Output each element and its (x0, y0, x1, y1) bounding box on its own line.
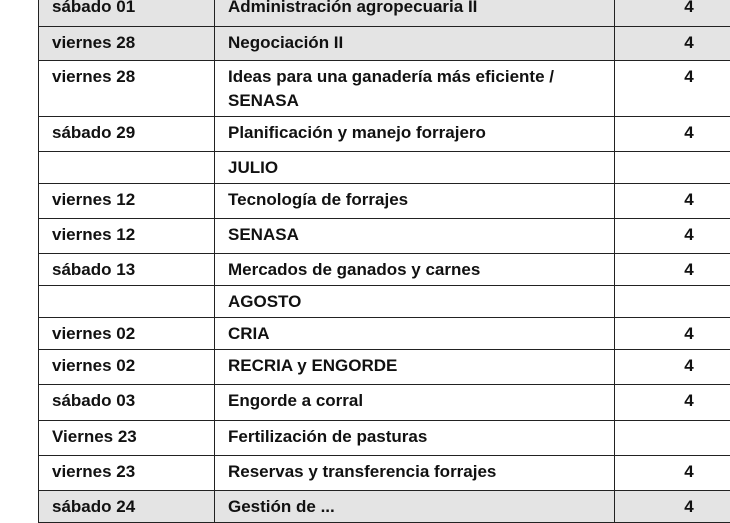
subject-cell: Reservas y transferencia forrajes (215, 456, 615, 491)
table-row (39, 350, 730, 385)
date-cell: viernes 02 (39, 318, 215, 350)
schedule-body (39, 0, 730, 523)
hours-cell: 4 (615, 385, 730, 421)
subject-cell: Administración agropecuaria II (215, 0, 615, 27)
subject-cell: Planificación y manejo forrajero (215, 117, 615, 152)
subject-cell: CRIA (215, 318, 615, 350)
table-row (39, 254, 730, 286)
table-row (39, 0, 730, 27)
hours-cell (615, 286, 730, 318)
subject-cell: Gestión de ... (215, 491, 615, 523)
date-cell: sábado 29 (39, 117, 215, 152)
table-row (39, 27, 730, 61)
date-cell: viernes 23 (39, 456, 215, 491)
date-cell: sábado 13 (39, 254, 215, 286)
date-cell: sábado 24 (39, 491, 215, 523)
date-cell: sábado 01 (39, 0, 215, 27)
table-row (39, 219, 730, 254)
table-row (39, 491, 730, 523)
table-row (39, 318, 730, 350)
hours-cell: 4 (615, 318, 730, 350)
date-cell: Viernes 23 (39, 421, 215, 456)
hours-cell: 4 (615, 456, 730, 491)
hours-cell: 4 (615, 184, 730, 219)
date-cell: viernes 12 (39, 184, 215, 219)
table-row (39, 184, 730, 219)
table-row (39, 385, 730, 421)
table-row (39, 456, 730, 491)
date-cell: viernes 02 (39, 350, 215, 385)
date-cell: sábado 03 (39, 385, 215, 421)
table-row (39, 117, 730, 152)
table-row (39, 421, 730, 456)
hours-cell: 4 (615, 219, 730, 254)
hours-cell: 4 (615, 491, 730, 523)
subject-cell: Mercados de ganados y carnes (215, 254, 615, 286)
hours-cell (615, 152, 730, 184)
hours-cell: 4 (615, 61, 730, 117)
table-row (39, 152, 730, 184)
date-cell: viernes 28 (39, 61, 215, 117)
subject-cell: Tecnología de forrajes (215, 184, 615, 219)
subject-cell: Fertilización de pasturas (215, 421, 615, 456)
hours-cell (615, 421, 730, 456)
subject-cell: Negociación II (215, 27, 615, 61)
subject-cell: RECRIA y ENGORDE (215, 350, 615, 385)
subject-cell: Engorde a corral (215, 385, 615, 421)
date-cell: viernes 12 (39, 219, 215, 254)
hours-cell: 4 (615, 254, 730, 286)
table-row (39, 286, 730, 318)
hours-cell: 4 (615, 27, 730, 61)
date-cell (39, 286, 215, 318)
hours-cell: 4 (615, 0, 730, 27)
hours-cell: 4 (615, 117, 730, 152)
schedule-table (38, 0, 730, 523)
table-row (39, 61, 730, 117)
subject-cell: SENASA (215, 219, 615, 254)
date-cell (39, 152, 215, 184)
hours-cell: 4 (615, 350, 730, 385)
subject-cell: JULIO (215, 152, 615, 184)
subject-cell: Ideas para una ganadería más eficiente / SENASA (215, 61, 615, 117)
subject-cell: AGOSTO (215, 286, 615, 318)
date-cell: viernes 28 (39, 27, 215, 61)
